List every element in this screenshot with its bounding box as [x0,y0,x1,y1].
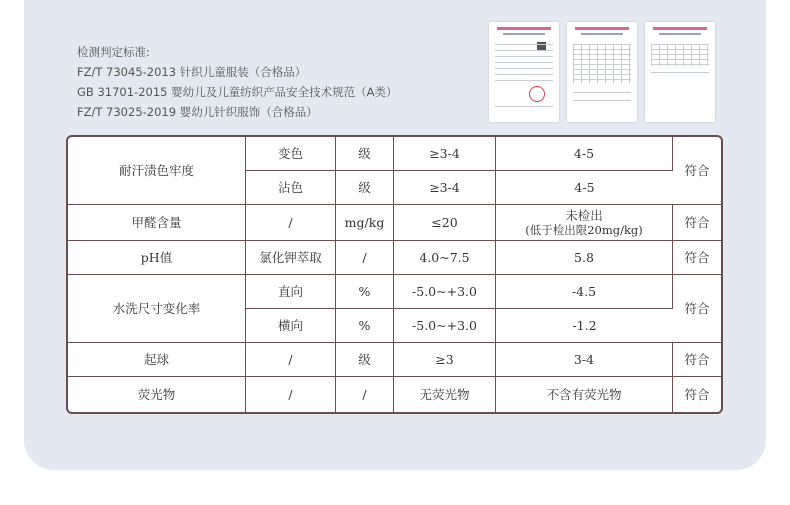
unit-cell: / [336,377,394,412]
standards-title: 检测判定标准: [77,45,150,59]
test-item-label: pH值 [68,241,246,275]
sub-item: 沾色 [246,171,336,205]
sub-item: 横向 [246,309,336,343]
requirement-cell: ≥3-4 [394,137,496,171]
stamp-icon [529,86,545,102]
unit-cell: 级 [336,343,394,377]
unit-cell: mg/kg [336,205,394,241]
conclusion-cell: 符合 [673,275,721,343]
test-item-label: 水洗尺寸变化率 [68,275,246,343]
conclusion-cell: 符合 [673,343,721,377]
test-item-label: 荧光物 [68,377,246,412]
result-cell [496,205,673,241]
conclusion-cell: 符合 [673,241,721,275]
test-item-label: 甲醛含量 [68,205,246,241]
result-cell: 不含有荧光物 [496,377,673,412]
test-item-label: 起球 [68,343,246,377]
conclusion-cell: 符合 [673,137,721,205]
table-row [68,241,721,275]
unit-cell: % [336,275,394,309]
result-note: (低于检出限20mg/kg) [525,222,643,237]
table-row [68,275,721,309]
table-row [68,205,721,241]
table-row [68,343,721,377]
result-cell: 4-5 [496,171,673,205]
unit-cell: / [336,241,394,275]
sub-item: / [246,205,336,241]
table-row [68,377,721,412]
result-cell: -1.2 [496,309,673,343]
sub-item: 直向 [246,275,336,309]
sub-item: 氯化钾萃取 [246,241,336,275]
test-results-table [66,135,723,414]
requirement-cell: ≥3 [394,343,496,377]
result-cell: 4-5 [496,137,673,171]
standard-item: GB 31701-2015 婴幼儿及儿童纺织产品安全技术规范（A类） [77,85,398,99]
conclusion-cell: 符合 [684,387,710,402]
requirement-cell: ≤20 [394,205,496,241]
test-item-label: 耐汗渍色牢度 [68,137,246,205]
report-thumbnail-3[interactable] [645,22,715,122]
unit-cell: % [336,309,394,343]
report-thumbnail-2[interactable] [567,22,637,122]
result-cell: 3-4 [496,343,673,377]
sub-item: 变色 [246,137,336,171]
standards-block [77,42,477,122]
requirement-cell: 4.0~7.5 [394,241,496,275]
conclusion-cell: 符合 [673,205,721,241]
requirement-cell: 无荧光物 [394,377,496,412]
requirement-cell: -5.0~+3.0 [394,309,496,343]
result-cell: 5.8 [496,241,673,275]
standard-item: FZ/T 73045-2013 针织儿童服装（合格品） [77,65,307,79]
unit-cell: 级 [336,137,394,171]
requirement-cell: -5.0~+3.0 [394,275,496,309]
table-row [68,137,721,171]
result-value: 未检出 [565,207,603,223]
sub-item: / [246,343,336,377]
report-thumbnail-1[interactable] [489,22,559,122]
requirement-cell: ≥3-4 [394,171,496,205]
unit-cell: 级 [336,171,394,205]
result-cell: -4.5 [496,275,673,309]
sub-item: / [246,377,336,412]
standard-item: FZ/T 73025-2019 婴幼儿针织服饰（合格品） [77,105,318,119]
